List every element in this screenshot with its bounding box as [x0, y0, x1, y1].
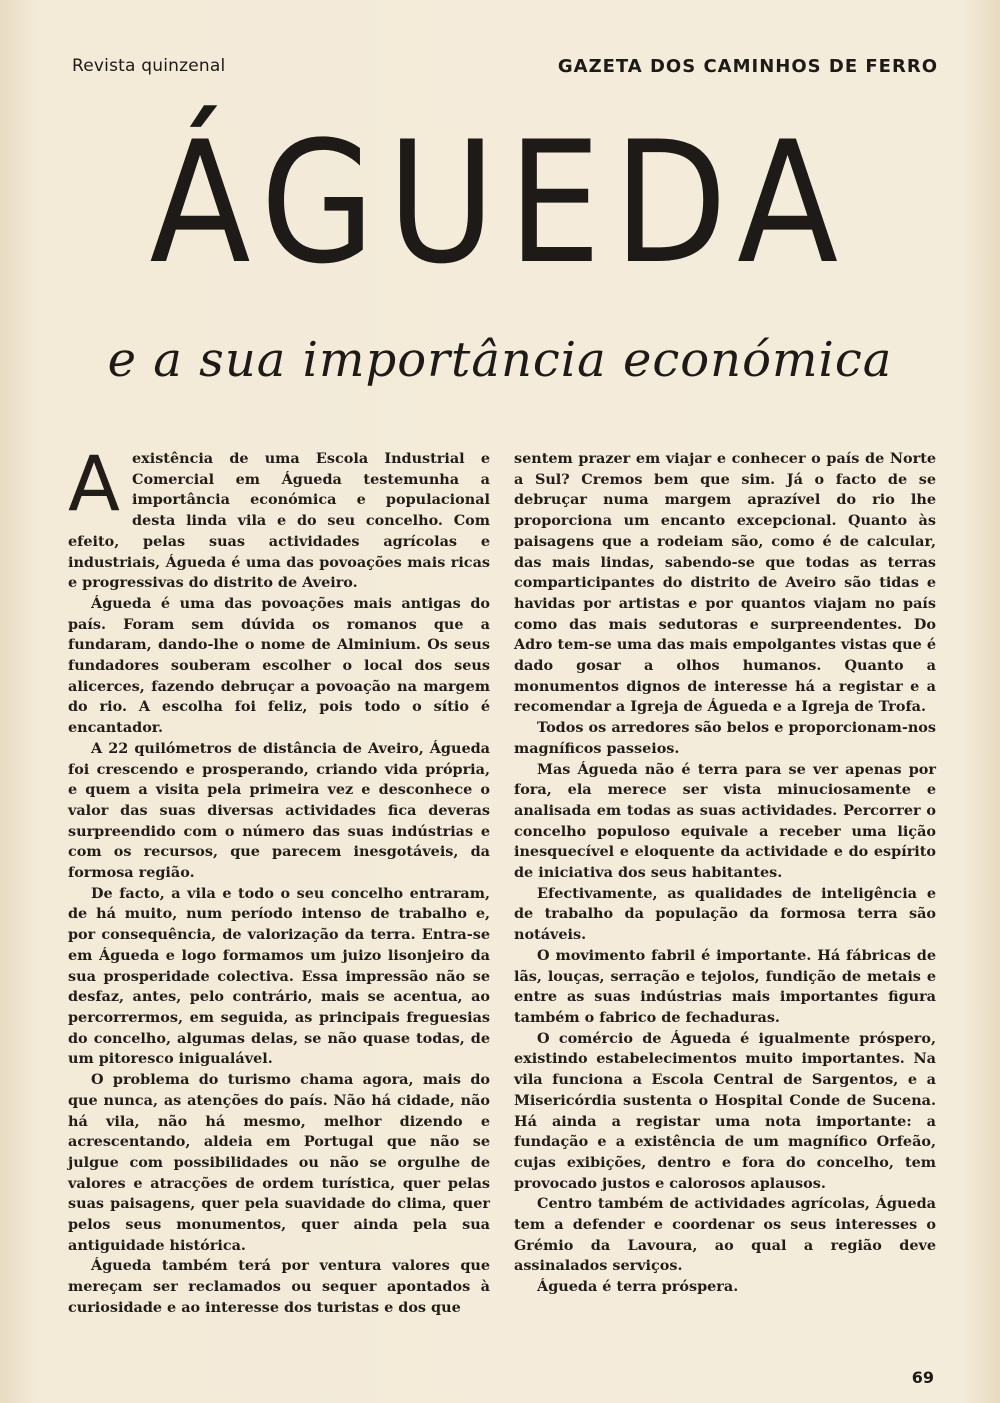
article-title: ÁGUEDA — [149, 105, 851, 301]
paragraph: O comércio de Águeda é igualmente próspero, existindo estabelecimentos muito importantes. Na vila funciona a Escola Central de Sargentos, e a Misericórdia sustenta o Hospital Conde de Sucena. Há ainda a registar uma nota importante: a fundação e a existência de um magnífico Orfeão, cujas exibições, dentro e fora do concelho, tem provocado justos e calorosos aplausos. — [514, 1029, 936, 1192]
paragraph: Centro também de actividades agrícolas, Águeda tem a defender e coordenar os seus interesses o Grémio da Lavoura, ao qual a região deve assinalados serviços. — [514, 1195, 936, 1275]
paragraph: O problema do turismo chama agora, mais do que nunca, as atenções do país. Não há cidade, não há vila, não há mesmo, melhor dizendo e acrescentando, aldeia em Portugal que não se julgue com possibilidades ou não se orgulhe de valores e atracções de ordem turística, quer pelas suas paisagens, quer pela suavidade do clima, quer pelos seus monumentos, quer ainda pela sua antiguidade histórica. — [68, 1071, 490, 1254]
page-number: 69 — [911, 1368, 934, 1387]
paragraph: Todos os arredores são belos e proporcionam-nos magníficos passeios. — [514, 719, 936, 757]
paragraph: Águeda é terra próspera. — [537, 1278, 739, 1296]
left-column — [68, 439, 490, 1319]
article-subtitle: e a sua importância económica — [107, 332, 893, 388]
paragraph: Mas Águeda não é terra para se ver apenas por fora, ela merece ser vista minuciosamente e analisada em todas as suas actividades. Percorrer o concelho populoso equivale a receber uma lição inesquecível e eloquente da actividade e do espírito de iniciativa dos seus habitantes. — [514, 760, 936, 882]
publication-frequency: Revista quinzenal — [72, 56, 226, 76]
running-head — [72, 56, 938, 80]
paragraph: Águeda é uma das povoações mais antigas do país. Foram sem dúvida os romanos que a fundaram, dando-lhe o nome de Alminium. Os seus fundadores souberam escolher o local dos seus alicerces, fazendo debruçar a povoação na margem do rio. A escolha foi feliz, pois todo o sítio é encantador. — [68, 594, 490, 737]
paragraph: De facto, a vila e todo o seu concelho entraram, de há muito, num período intenso de trabalho e, por consequência, de valorização da terra. Entra-se em Águeda e logo formamos um juizo lisonjeiro da sua prosperidade colectiva. Essa impressão não se desfaz, antes, pelo contrário, mais se acentua, ao percorrermos, em seguida, as principais freguesias do concelho, algumas delas, se não quase todas, de um pitoresco inigualável. — [68, 884, 490, 1068]
paragraph: Efectivamente, as qualidades de inteligência e de trabalho da população da formosa terra são notáveis. — [514, 884, 936, 944]
right-column — [514, 449, 936, 1298]
paragraph: Aexistência de uma Escola Industrial e Comercial em Águeda testemunha a importância económica e populacional desta linda vila e do seu concelho. Com efeito, pelas suas actividades agrícolas e industriais, Águeda é uma das povoações mais ricas e progressivas do distrito de Aveiro. — [68, 439, 490, 592]
publication-name: GAZETA DOS CAMINHOS DE FERRO — [557, 56, 938, 77]
paragraph: A 22 quilómetros de distância de Aveiro, Águeda foi crescendo e prosperando, criando vida própria, e quem a visita pela primeira vez e desconhece o valor das suas diversas actividades fica deveras surpreendido com o número das suas indústrias e com os recursos, que parecem inesgotáveis, da formosa região. — [68, 739, 490, 882]
paragraph: Águeda também terá por ventura valores que mereçam ser reclamados ou sequer apontados à curiosidade e ao interesse dos turistas e dos que — [68, 1257, 490, 1316]
paragraph: O movimento fabril é importante. Há fábricas de lãs, louças, serração e tejolos, fundição de metais e entre as suas indústrias mais importantes figura também o fabrico de fechaduras. — [514, 946, 936, 1026]
paragraph: sentem prazer em viajar e conhecer o país de Norte a Sul? Cremos bem que sim. Já o facto de se debruçar numa margem aprazível do rio lhe proporciona um encanto excepcional. Quanto às paisagens que a rodeiam são, como é de calcular, das mais lindas, sabendo-se que todas as terras comparticipantes do distrito de Aveiro são tidas e havidas por artistas e por quantos viajam no país como das mais sedutoras e surpreendentes. Do Adro tem-se uma das mais empolgantes vistas que é dado gosar a olhos humanos. Quanto a monumentos dignos de interesse há a registar e a recomendar a Igreja de Águeda e a Igreja de Trofa. — [514, 450, 936, 716]
drop-cap: A — [68, 439, 120, 528]
